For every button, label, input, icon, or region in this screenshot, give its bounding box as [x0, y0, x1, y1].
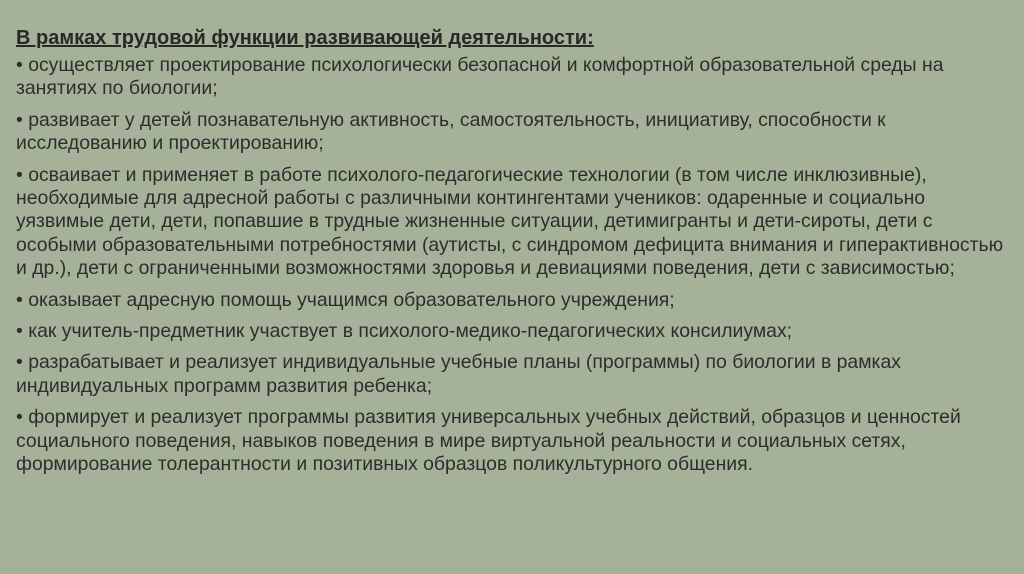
bullet-mark: • [16, 54, 23, 76]
list-item-text: осуществляет проектирование психологически безопасной и комфортной образовательной среды на занятиях по биологии; [16, 54, 944, 100]
list-item [16, 406, 1010, 476]
list-item-text: формирует и реализует программы развития универсальных учебных действий, образцов и ценностей социального поведения, навыков поведения в мире виртуальной реальности и социальных сетях, формирование толерантности и позитивных образцов поликультурного общения. [16, 406, 961, 476]
bullet-mark: • [16, 320, 23, 343]
list-item [16, 320, 1010, 343]
list-item-text: оказывает адресную помощь учащимся образовательного учреждения; [28, 288, 675, 311]
list-item-text: разрабатывает и реализует индивидуальные учебные планы (программы) по биологии в рамках индивидуальных программ развития ребенка; [16, 351, 901, 397]
bullet-mark: • [16, 108, 23, 131]
bullet-mark: • [16, 351, 23, 374]
list-item [16, 289, 1010, 312]
list-item [16, 351, 1010, 398]
list-item [16, 164, 1010, 281]
list-item-text: как учитель-предметник участвует в психолого-медико-педагогических консилиумах; [28, 320, 793, 343]
bullet-list [16, 54, 1010, 477]
list-item [16, 109, 1010, 156]
list-item [16, 54, 1010, 101]
bullet-mark: • [16, 163, 23, 186]
list-item-text: осваивает и применяет в работе психолого-педагогические технологии (в том числе инклюзивные), необходимые для адресной работы с различными контингентами учеников: одаренные и социально уязвимые дети, дети, попавшие в трудные жизненные ситуации, детимигранты и дети-сироты, дети с особыми образовательными потребностями (аутисты, с синдромом дефицита внимания и гиперактивностью и др.), дети с ограниченными возможностями здоровья и девиациями поведения, дети с зависимостью; [16, 163, 1004, 280]
bullet-mark: • [16, 406, 23, 429]
slide-heading: В рамках трудовой функции развивающей деятельности: [16, 27, 594, 49]
list-item-text: развивает у детей познавательную активность, самостоятельность, инициативу, способности к исследованию и проектированию; [16, 108, 886, 155]
bullet-mark: • [16, 288, 23, 311]
